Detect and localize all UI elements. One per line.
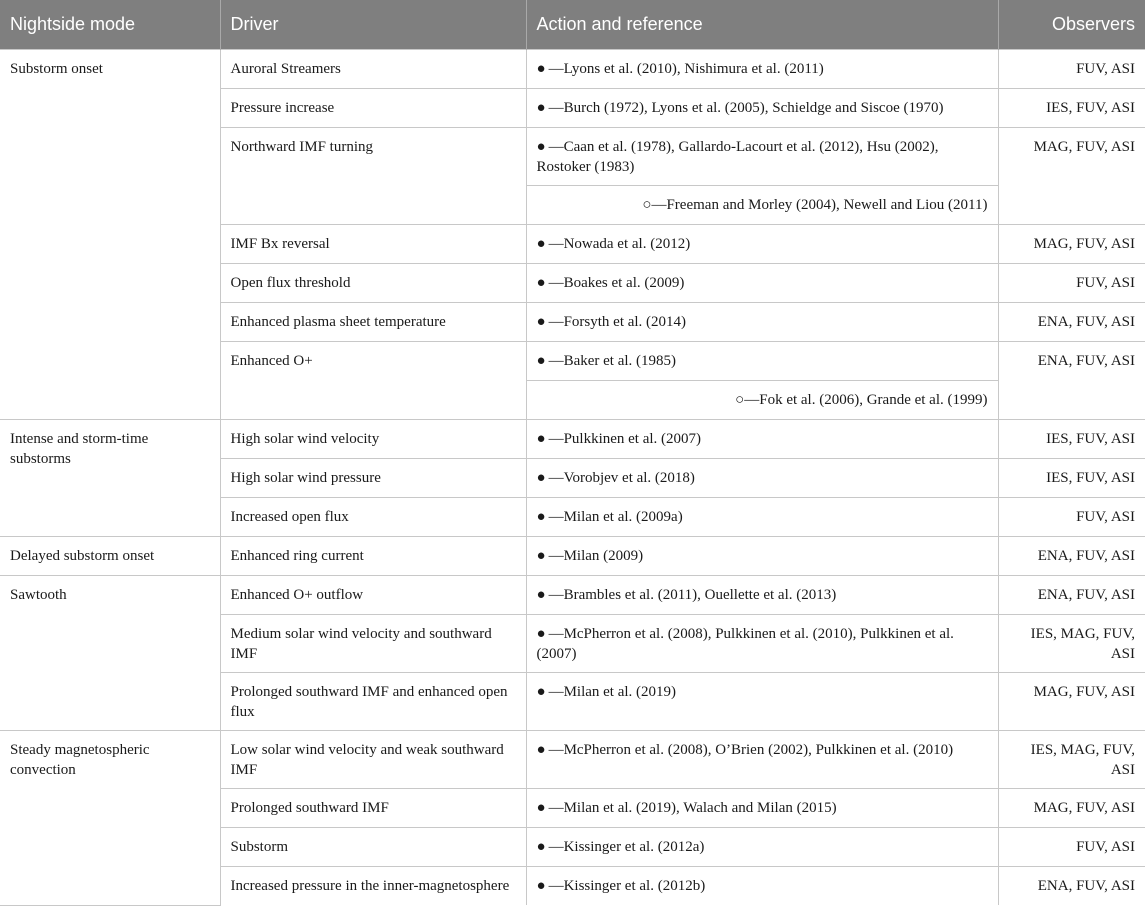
action-cell: ● —Milan et al. (2009a) [526,498,998,537]
observers-cell: MAG, FUV, ASI [998,225,1145,264]
action-cell: ● —Forsyth et al. (2014) [526,303,998,342]
observers-cell: IES, FUV, ASI [998,89,1145,128]
mode-cell: Delayed substorm onset [0,537,220,576]
driver-cell: Prolonged southward IMF and enhanced open flux [220,673,526,731]
driver-cell: Enhanced O+ outflow [220,576,526,615]
action-cell: ● —Kissinger et al. (2012b) [526,867,998,906]
observers-cell: MAG, FUV, ASI [998,128,1145,225]
observers-cell: IES, MAG, FUV, ASI [998,731,1145,789]
driver-cell: Prolonged southward IMF [220,789,526,828]
action-cell: ● —Milan et al. (2019) [526,673,998,731]
observers-cell: ENA, FUV, ASI [998,303,1145,342]
action-cell: ● —Pulkkinen et al. (2007) [526,420,998,459]
action-cell: ● —Milan et al. (2019), Walach and Milan (2015) [526,789,998,828]
action-cell: ● —McPherron et al. (2008), O’Brien (2002), Pulkkinen et al. (2010) [526,731,998,789]
driver-cell: Low solar wind velocity and weak southward IMF [220,731,526,789]
driver-cell: Enhanced O+ [220,342,526,420]
observers-cell: ENA, FUV, ASI [998,342,1145,420]
observers-cell: FUV, ASI [998,498,1145,537]
action-cell: ● —Vorobjev et al. (2018) [526,459,998,498]
driver-cell: Increased pressure in the inner-magnetosphere [220,867,526,906]
header-observers: Observers [998,0,1145,50]
mode-cell: Intense and storm-time substorms [0,420,220,537]
observers-cell: ENA, FUV, ASI [998,537,1145,576]
driver-cell: High solar wind velocity [220,420,526,459]
observers-cell: FUV, ASI [998,828,1145,867]
header-driver: Driver [220,0,526,50]
observers-cell: ENA, FUV, ASI [998,867,1145,906]
driver-cell: Auroral Streamers [220,50,526,89]
table-row [0,537,1145,576]
action-cell: ● —Boakes et al. (2009) [526,264,998,303]
table-row [0,50,1145,89]
observers-cell: IES, FUV, ASI [998,459,1145,498]
action-cell: ● —Milan (2009) [526,537,998,576]
header-action-reference: Action and reference [526,0,998,50]
observers-cell: MAG, FUV, ASI [998,673,1145,731]
action-cell: ● —Lyons et al. (2010), Nishimura et al. (2011) [526,50,998,89]
observers-cell: FUV, ASI [998,264,1145,303]
driver-cell: IMF Bx reversal [220,225,526,264]
observers-cell: MAG, FUV, ASI [998,789,1145,828]
action-cell: ● —Brambles et al. (2011), Ouellette et al. (2013) [526,576,998,615]
action-cell: ● —Kissinger et al. (2012a) [526,828,998,867]
action-cell: ● —Nowada et al. (2012) [526,225,998,264]
header-row [0,0,1145,50]
action-cell: ○—Fok et al. (2006), Grande et al. (1999) [526,381,998,420]
action-cell: ○—Freeman and Morley (2004), Newell and Liou (2011) [526,186,998,225]
driver-cell: Increased open flux [220,498,526,537]
driver-cell: Enhanced ring current [220,537,526,576]
driver-cell: High solar wind pressure [220,459,526,498]
action-cell: ● —Caan et al. (1978), Gallardo-Lacourt et al. (2012), Hsu (2002), Rostoker (1983) [526,128,998,186]
action-cell: ● —Baker et al. (1985) [526,342,998,381]
driver-cell: Pressure increase [220,89,526,128]
action-cell: ● —Burch (1972), Lyons et al. (2005), Schieldge and Siscoe (1970) [526,89,998,128]
driver-cell: Open flux threshold [220,264,526,303]
observers-cell: ENA, FUV, ASI [998,576,1145,615]
driver-cell: Substorm [220,828,526,867]
action-cell: ● —McPherron et al. (2008), Pulkkinen et al. (2010), Pulkkinen et al. (2007) [526,615,998,673]
driver-cell: Northward IMF turning [220,128,526,225]
mode-cell: Steady magnetospheric convection [0,731,220,906]
observers-cell: IES, MAG, FUV, ASI [998,615,1145,673]
driver-cell: Medium solar wind velocity and southward IMF [220,615,526,673]
observers-cell: FUV, ASI [998,50,1145,89]
table-row [0,731,1145,789]
mode-cell: Substorm onset [0,50,220,420]
header-nightside-mode: Nightside mode [0,0,220,50]
table-row [0,420,1145,459]
observers-cell: IES, FUV, ASI [998,420,1145,459]
driver-cell: Enhanced plasma sheet temperature [220,303,526,342]
mode-cell: Sawtooth [0,576,220,731]
table-row [0,576,1145,615]
